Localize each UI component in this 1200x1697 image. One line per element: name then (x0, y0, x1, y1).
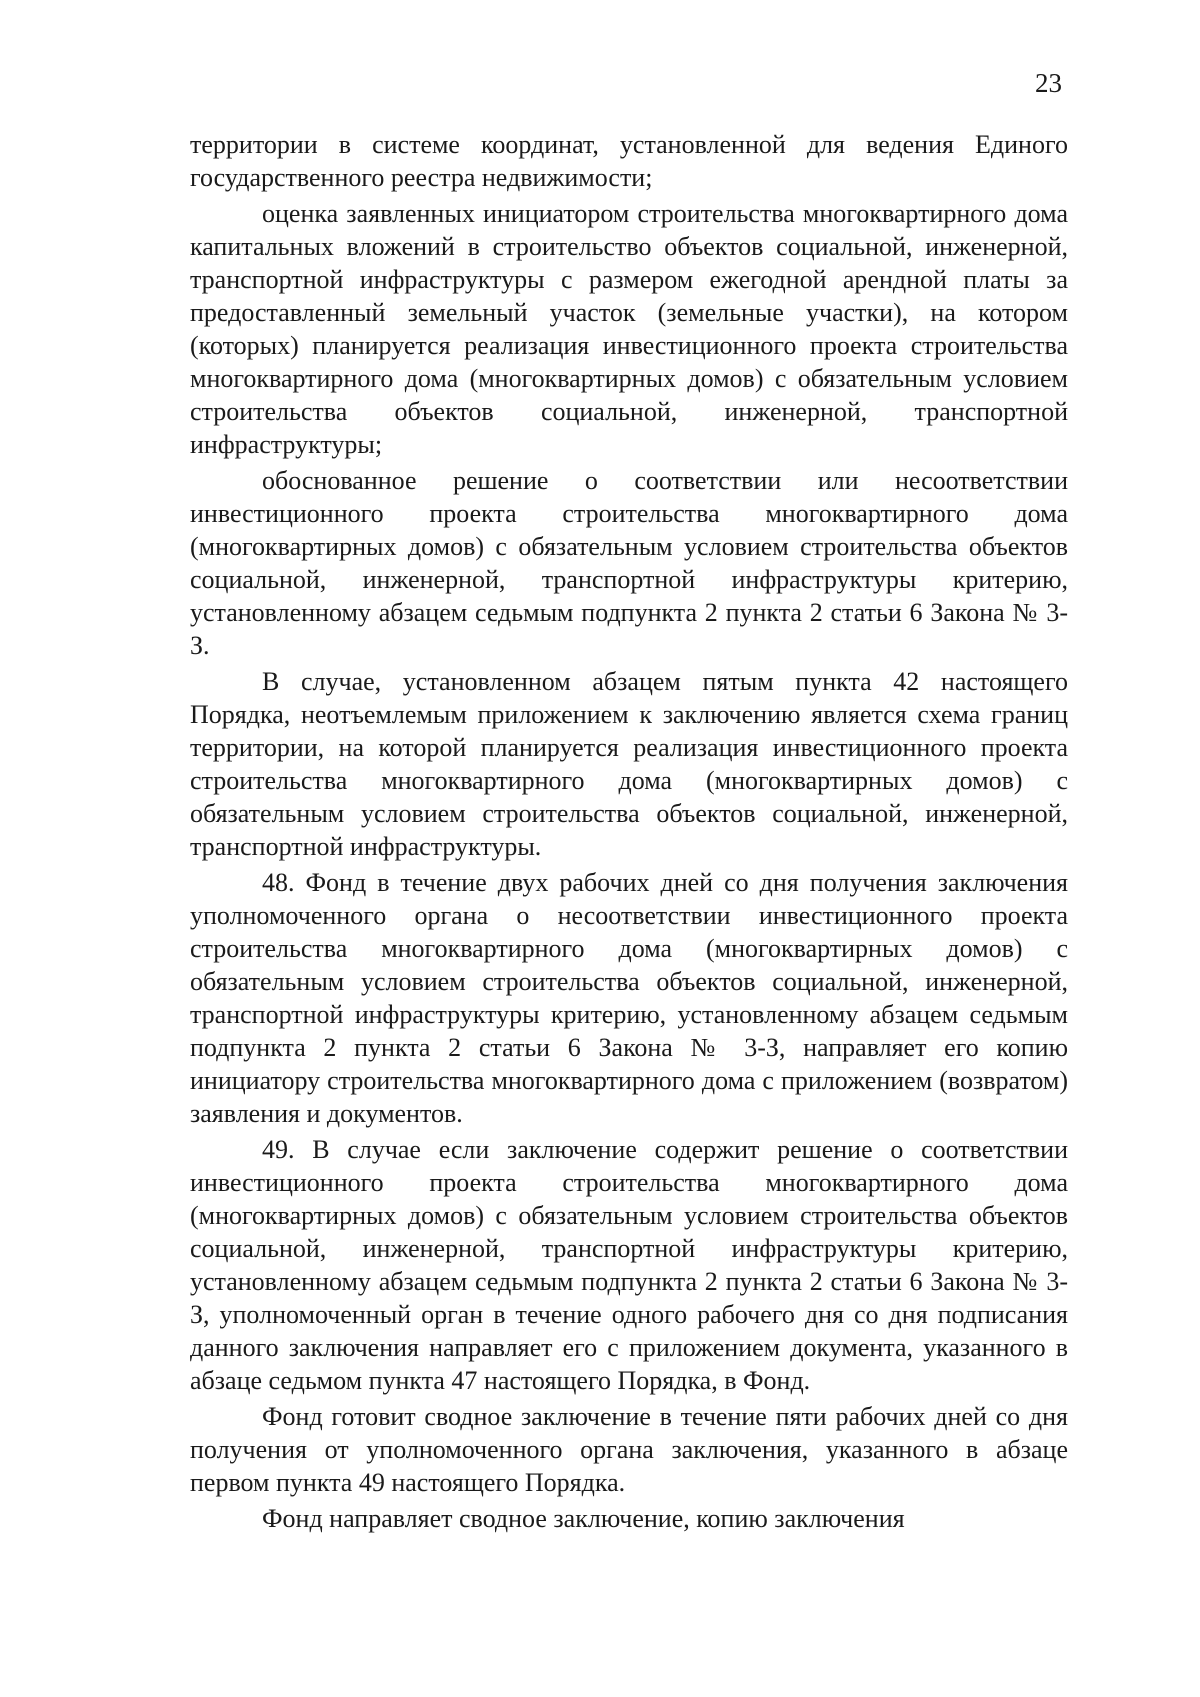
page-number: 23 (1035, 68, 1062, 98)
paragraph: 48. Фонд в течение двух рабочих дней со дня получения заключения уполномоченного органа о несоответствии инвестиционного проекта строительства многоквартирного дома (многоквартирных домов) с обязательным условием строительства объектов социальной, инженерной, транспортной инфраструктуры критерию, установленному абзацем седьмым подпункта 2 пункта 2 статьи 6 Закона № 3-З, направляет его копию инициатору строительства многоквартирного дома с приложением (возвратом) заявления и документов. (190, 868, 1068, 1128)
paragraph: обоснованное решение о соответствии или несоответствии инвестиционного проекта строительства многоквартирного дома (многоквартирных домов) с обязательным условием строительства объектов социальной, инженерной, транспортной инфраструктуры критерию, установленному абзацем седьмым подпункта 2 пункта 2 статьи 6 Закона № 3-З. (190, 466, 1068, 660)
paragraph: оценка заявленных инициатором строительства многоквартирного дома капитальных вложений в строительство объектов социальной, инженерной, транспортной инфраструктуры с размером ежегодной арендной платы за предоставленный земельный участок (земельные участки), на котором (которых) планируется реализация инвестиционного проекта строительства многоквартирного дома (многоквартирных домов) с обязательным условием строительства объектов социальной, инженерной, транспортной инфраструктуры; (190, 199, 1068, 459)
document-body (190, 128, 1068, 1538)
paragraph: 49. В случае если заключение содержит решение о соответствии инвестиционного проекта строительства многоквартирного дома (многоквартирных домов) с обязательным условием строительства объектов социальной, инженерной, транспортной инфраструктуры критерию, установленному абзацем седьмым подпункта 2 пункта 2 статьи 6 Закона № 3-З, уполномоченный орган в течение одного рабочего дня со дня подписания данного заключения направляет его с приложением документа, указанного в абзаце седьмом пункта 47 настоящего Порядка, в Фонд. (190, 1135, 1068, 1395)
paragraph: Фонд готовит сводное заключение в течение пяти рабочих дней со дня получения от уполномоченного органа заключения, указанного в абзаце первом пункта 49 настоящего Порядка. (190, 1402, 1068, 1497)
paragraph: В случае, установленном абзацем пятым пункта 42 настоящего Порядка, неотъемлемым приложением к заключению является схема границ территории, на которой планируется реализация инвестиционного проекта строительства многоквартирного дома (многоквартирных домов) с обязательным условием строительства объектов социальной, инженерной, транспортной инфраструктуры. (190, 667, 1068, 861)
paragraph: Фонд направляет сводное заключение, копию заключения (262, 1504, 905, 1533)
paragraph: территории в системе координат, установленной для ведения Единого государственного реестра недвижимости; (190, 130, 1068, 192)
